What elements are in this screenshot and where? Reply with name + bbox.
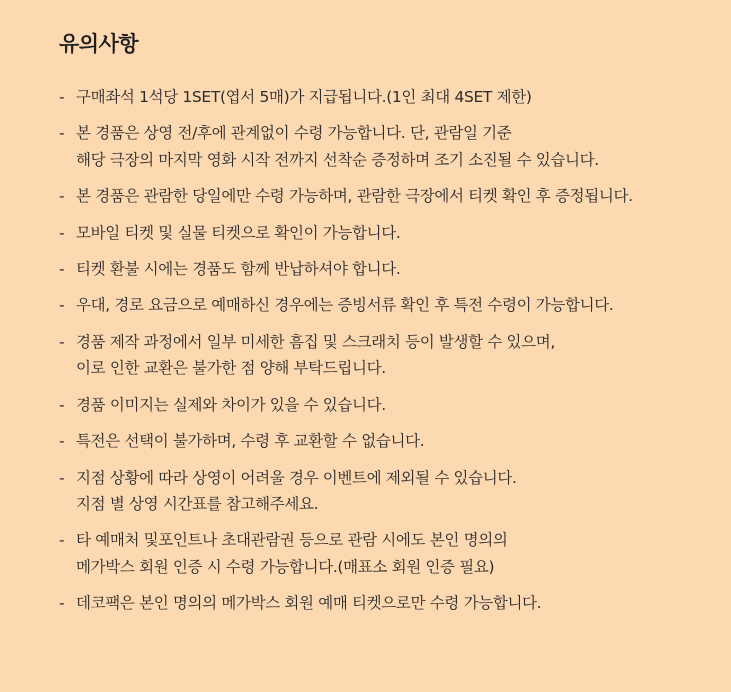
bullet-dash: - <box>59 223 65 242</box>
notice-item-line: 지점 별 상영 시간표를 참고해주세요. <box>76 495 319 514</box>
notice-item-line: 데코팩은 본인 명의의 메가박스 회원 예매 티켓으로만 수령 가능합니다. <box>76 594 542 613</box>
notice-item-text <box>76 84 532 111</box>
notice-item <box>59 392 719 419</box>
notice-item-text <box>76 590 541 617</box>
notice-item <box>59 120 719 173</box>
bullet-dash: - <box>59 531 65 550</box>
notice-item <box>59 292 719 319</box>
notice-item-line: 경품 제작 과정에서 일부 미세한 흠집 및 스크래치 등이 발생할 수 있으며, <box>76 332 555 351</box>
notice-item-line: 이로 인한 교환은 불가한 점 양해 부탁드립니다. <box>76 359 386 378</box>
notice-item-line: 해당 극장의 마지막 영화 시작 전까지 선착순 증정하며 조기 소진될 수 있습니다. <box>76 150 599 169</box>
notice-item-line: 경품 이미지는 실제와 차이가 있을 수 있습니다. <box>76 395 386 414</box>
bullet-dash: - <box>59 594 65 613</box>
bullet-dash: - <box>59 332 65 351</box>
notice-item <box>59 329 719 382</box>
notice-item-text <box>76 183 633 210</box>
notice-item-text <box>76 256 401 283</box>
bullet-dash: - <box>59 432 65 451</box>
notice-item <box>59 465 719 518</box>
bullet-dash: - <box>59 187 65 206</box>
notice-item-line: 특전은 선택이 불가하며, 수령 후 교환할 수 없습니다. <box>76 432 425 451</box>
notice-item-line: 모바일 티켓 및 실물 티켓으로 확인이 가능합니다. <box>76 223 401 242</box>
notice-title: 유의사항 <box>59 32 139 56</box>
notice-item-line: 본 경품은 관람한 당일에만 수령 가능하며, 관람한 극장에서 티켓 확인 후 증정됩니다. <box>76 187 633 206</box>
notice-item-text <box>76 120 599 173</box>
notice-item-text <box>76 220 401 247</box>
notice-item <box>59 256 719 283</box>
bullet-dash: - <box>59 468 65 487</box>
notice-item-line: 타 예매처 및포인트나 초대관람권 등으로 관람 시에도 본인 명의의 <box>76 531 508 550</box>
notice-item <box>59 220 719 247</box>
bullet-dash: - <box>59 260 65 279</box>
notice-item <box>59 590 719 617</box>
bullet-dash: - <box>59 88 65 106</box>
bullet-dash: - <box>59 395 65 414</box>
notice-item <box>59 183 719 210</box>
notice-item-line: 본 경품은 상영 전/후에 관계없이 수령 가능합니다. 단, 관람일 기준 <box>76 124 512 143</box>
notice-item-text <box>76 465 517 518</box>
notice-item-line: 우대, 경로 요금으로 예매하신 경우에는 증빙서류 확인 후 특전 수령이 가능합니다. <box>76 296 614 315</box>
notice-list <box>59 84 719 617</box>
bullet-dash: - <box>59 296 65 315</box>
notice-item-line: 메가박스 회원 인증 시 수령 가능합니다.(매표소 회원 인증 필요) <box>76 557 495 576</box>
notice-item-line: 티켓 환불 시에는 경품도 함께 반납하셔야 합니다. <box>76 260 401 279</box>
bullet-dash: - <box>59 124 65 143</box>
notice-item <box>59 527 719 580</box>
notice-item-text <box>76 392 386 419</box>
notice-item-line: 지점 상황에 따라 상영이 어려울 경우 이벤트에 제외될 수 있습니다. <box>76 468 517 487</box>
notice-item-text <box>76 292 614 319</box>
notice-item-line: 구매좌석 1석당 1SET(엽서 5매)가 지급됩니다.(1인 최대 4SET 제한) <box>76 88 532 106</box>
notice-item-text <box>76 329 555 382</box>
notice-item <box>59 84 719 111</box>
notice-item-text <box>76 428 424 455</box>
notice-item <box>59 428 719 455</box>
notice-item-text <box>76 527 507 580</box>
